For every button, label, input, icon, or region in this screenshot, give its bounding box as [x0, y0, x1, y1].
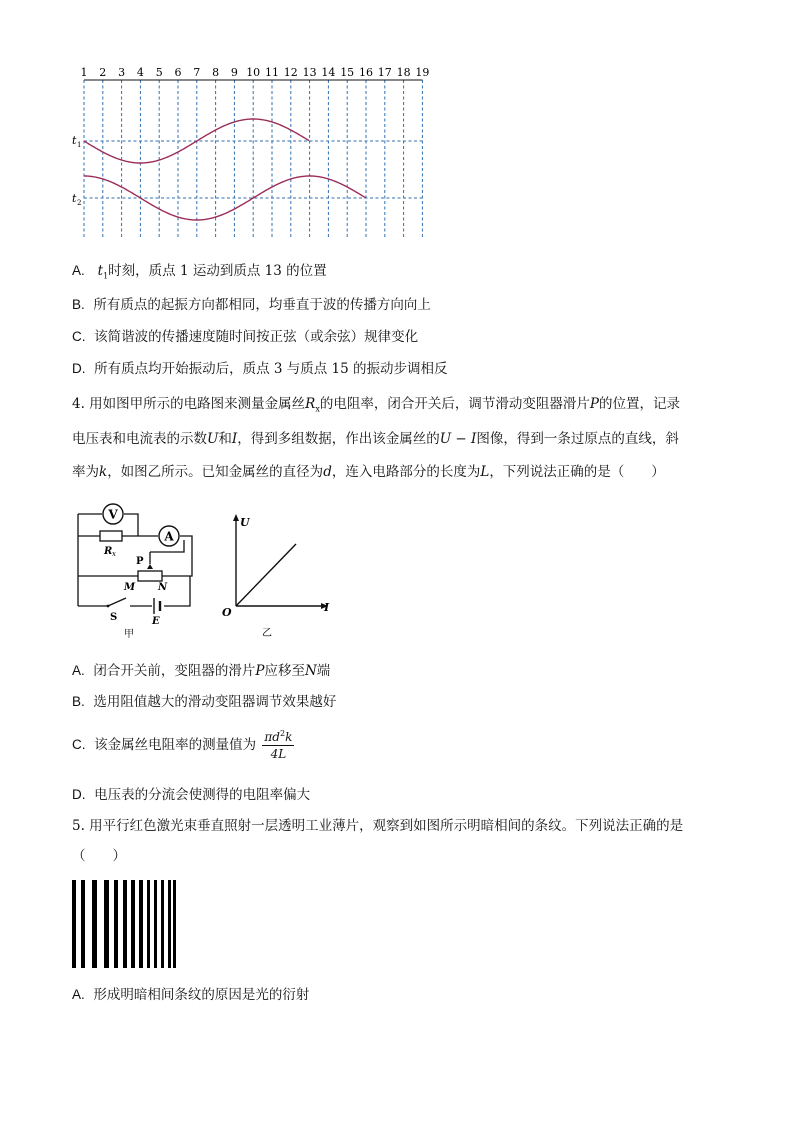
resistor-rx	[100, 531, 122, 541]
graph-origin: O	[222, 606, 232, 619]
rheostat-end-m: M	[124, 582, 136, 593]
dark-fringe	[147, 880, 150, 968]
grid-number-10: 10	[246, 66, 261, 79]
grid-number-12: 12	[283, 66, 298, 79]
q4-stem-line-1: 4. 用如图甲所示的电路图来测量金属丝$R_x$的电阻率，闭合开关后，调节滑动变阻器滑片P的位置，记录	[72, 396, 680, 414]
ui-graph	[216, 508, 346, 642]
grid-number-19: 19	[415, 66, 430, 79]
grid-number-7: 7	[193, 66, 201, 79]
grid-number-18: 18	[396, 66, 411, 79]
t1-label: t	[72, 134, 77, 147]
dark-fringe	[123, 880, 127, 968]
q5-option-a: A. 形成明暗相间条纹的原因是光的衍射	[72, 987, 310, 1003]
rheostat	[138, 571, 162, 581]
voltmeter-label: V	[108, 507, 118, 522]
grid-number-9: 9	[230, 66, 238, 79]
grid-number-labels	[81, 66, 430, 79]
dark-fringe	[161, 880, 164, 968]
circuit-diagram	[72, 500, 202, 642]
grid-number-2: 2	[99, 66, 107, 79]
q3-option-b: B. 所有质点的起振方向都相同，均垂直于波的传播方向向上	[72, 297, 431, 313]
grid-number-17: 17	[377, 66, 392, 79]
dark-fringe	[72, 880, 76, 968]
resistivity-fraction: $\frac{\pi d^2k}{4L}$	[264, 729, 293, 762]
q3-option-d: D. 所有质点均开始振动后，质点 3 与质点 15 的振动步调相反	[72, 361, 448, 377]
graph-x-label: I	[324, 601, 330, 614]
dark-fringe	[173, 880, 176, 968]
resistor-sub: x	[112, 550, 116, 558]
fringe-pattern	[72, 880, 176, 968]
grid-number-15: 15	[340, 66, 355, 79]
ammeter-label: A	[164, 529, 174, 544]
graph-caption: 乙	[262, 628, 272, 639]
grid-number-4: 4	[136, 66, 144, 79]
slider-label: P	[136, 556, 144, 567]
dark-fringe	[81, 880, 85, 968]
t2-label: t	[72, 192, 77, 205]
q3-option-c: C. 该简谐波的传播速度随时间按正弦（或余弦）规律变化	[72, 329, 419, 345]
dark-fringe	[168, 880, 171, 968]
dark-fringe	[131, 880, 135, 968]
grid-number-11: 11	[265, 66, 279, 79]
y-axis-arrow-icon	[233, 514, 239, 521]
q4-option-a: A. 闭合开关前，变阻器的滑片P应移至N端	[72, 663, 331, 679]
slider-arrow-icon	[147, 564, 153, 569]
dark-fringe	[114, 880, 118, 968]
battery-icon	[154, 598, 160, 614]
q3-option-a: A. $t_1$时刻，质点 1 运动到质点 13 的位置	[72, 263, 327, 281]
q5-stem-line-2: （ ）	[72, 848, 126, 864]
battery-label: E	[152, 616, 160, 627]
q4-option-d: D. 电压表的分流会使测得的电阻率偏大	[72, 787, 311, 803]
wave-grid	[84, 80, 422, 238]
grid-number-13: 13	[302, 66, 317, 79]
graph-y-label: U	[240, 516, 250, 529]
wave-t2-curve	[84, 176, 366, 220]
circuit-caption: 甲	[124, 629, 134, 640]
dark-fringe	[92, 880, 97, 968]
t1-sub: 1	[77, 141, 82, 149]
switch-label: S	[110, 612, 118, 623]
q4-stem-line-2: 电压表和电流表的示数U和I，得到多组数据，作出该金属丝的U − I图像，得到一条过原点的直线，斜	[72, 431, 679, 447]
wave-figure	[68, 64, 433, 242]
rheostat-end-n: N	[158, 582, 168, 593]
grid-number-1: 1	[80, 66, 88, 79]
grid-number-8: 8	[212, 66, 220, 79]
q4-option-b: B. 选用阻值越大的滑动变阻器调节效果越好	[72, 694, 337, 710]
resistor-label: R	[104, 546, 113, 557]
t2-sub: 2	[77, 199, 82, 207]
grid-number-16: 16	[359, 66, 373, 79]
q4-option-c: C. 该金属丝电阻率的测量值为 $\frac{\pi d^2k}{4L}$	[72, 729, 293, 762]
grid-number-14: 14	[321, 66, 336, 79]
dark-fringe	[154, 880, 157, 968]
q4-stem-line-3: 率为k，如图乙所示。已知金属丝的直径为d，连入电路部分的长度为L，下列说法正确的是（ ）	[72, 464, 665, 480]
grid-number-6: 6	[174, 66, 182, 79]
grid-number-3: 3	[118, 66, 126, 79]
grid-number-5: 5	[155, 66, 163, 79]
q5-stem-line-1: 5. 用平行红色激光束垂直照射一层透明工业薄片，观察到如图所示明暗相间的条纹。下列说法正确的是	[72, 818, 684, 834]
switch-icon	[108, 598, 126, 606]
dark-fringe	[139, 880, 143, 968]
dark-fringe	[104, 880, 109, 968]
